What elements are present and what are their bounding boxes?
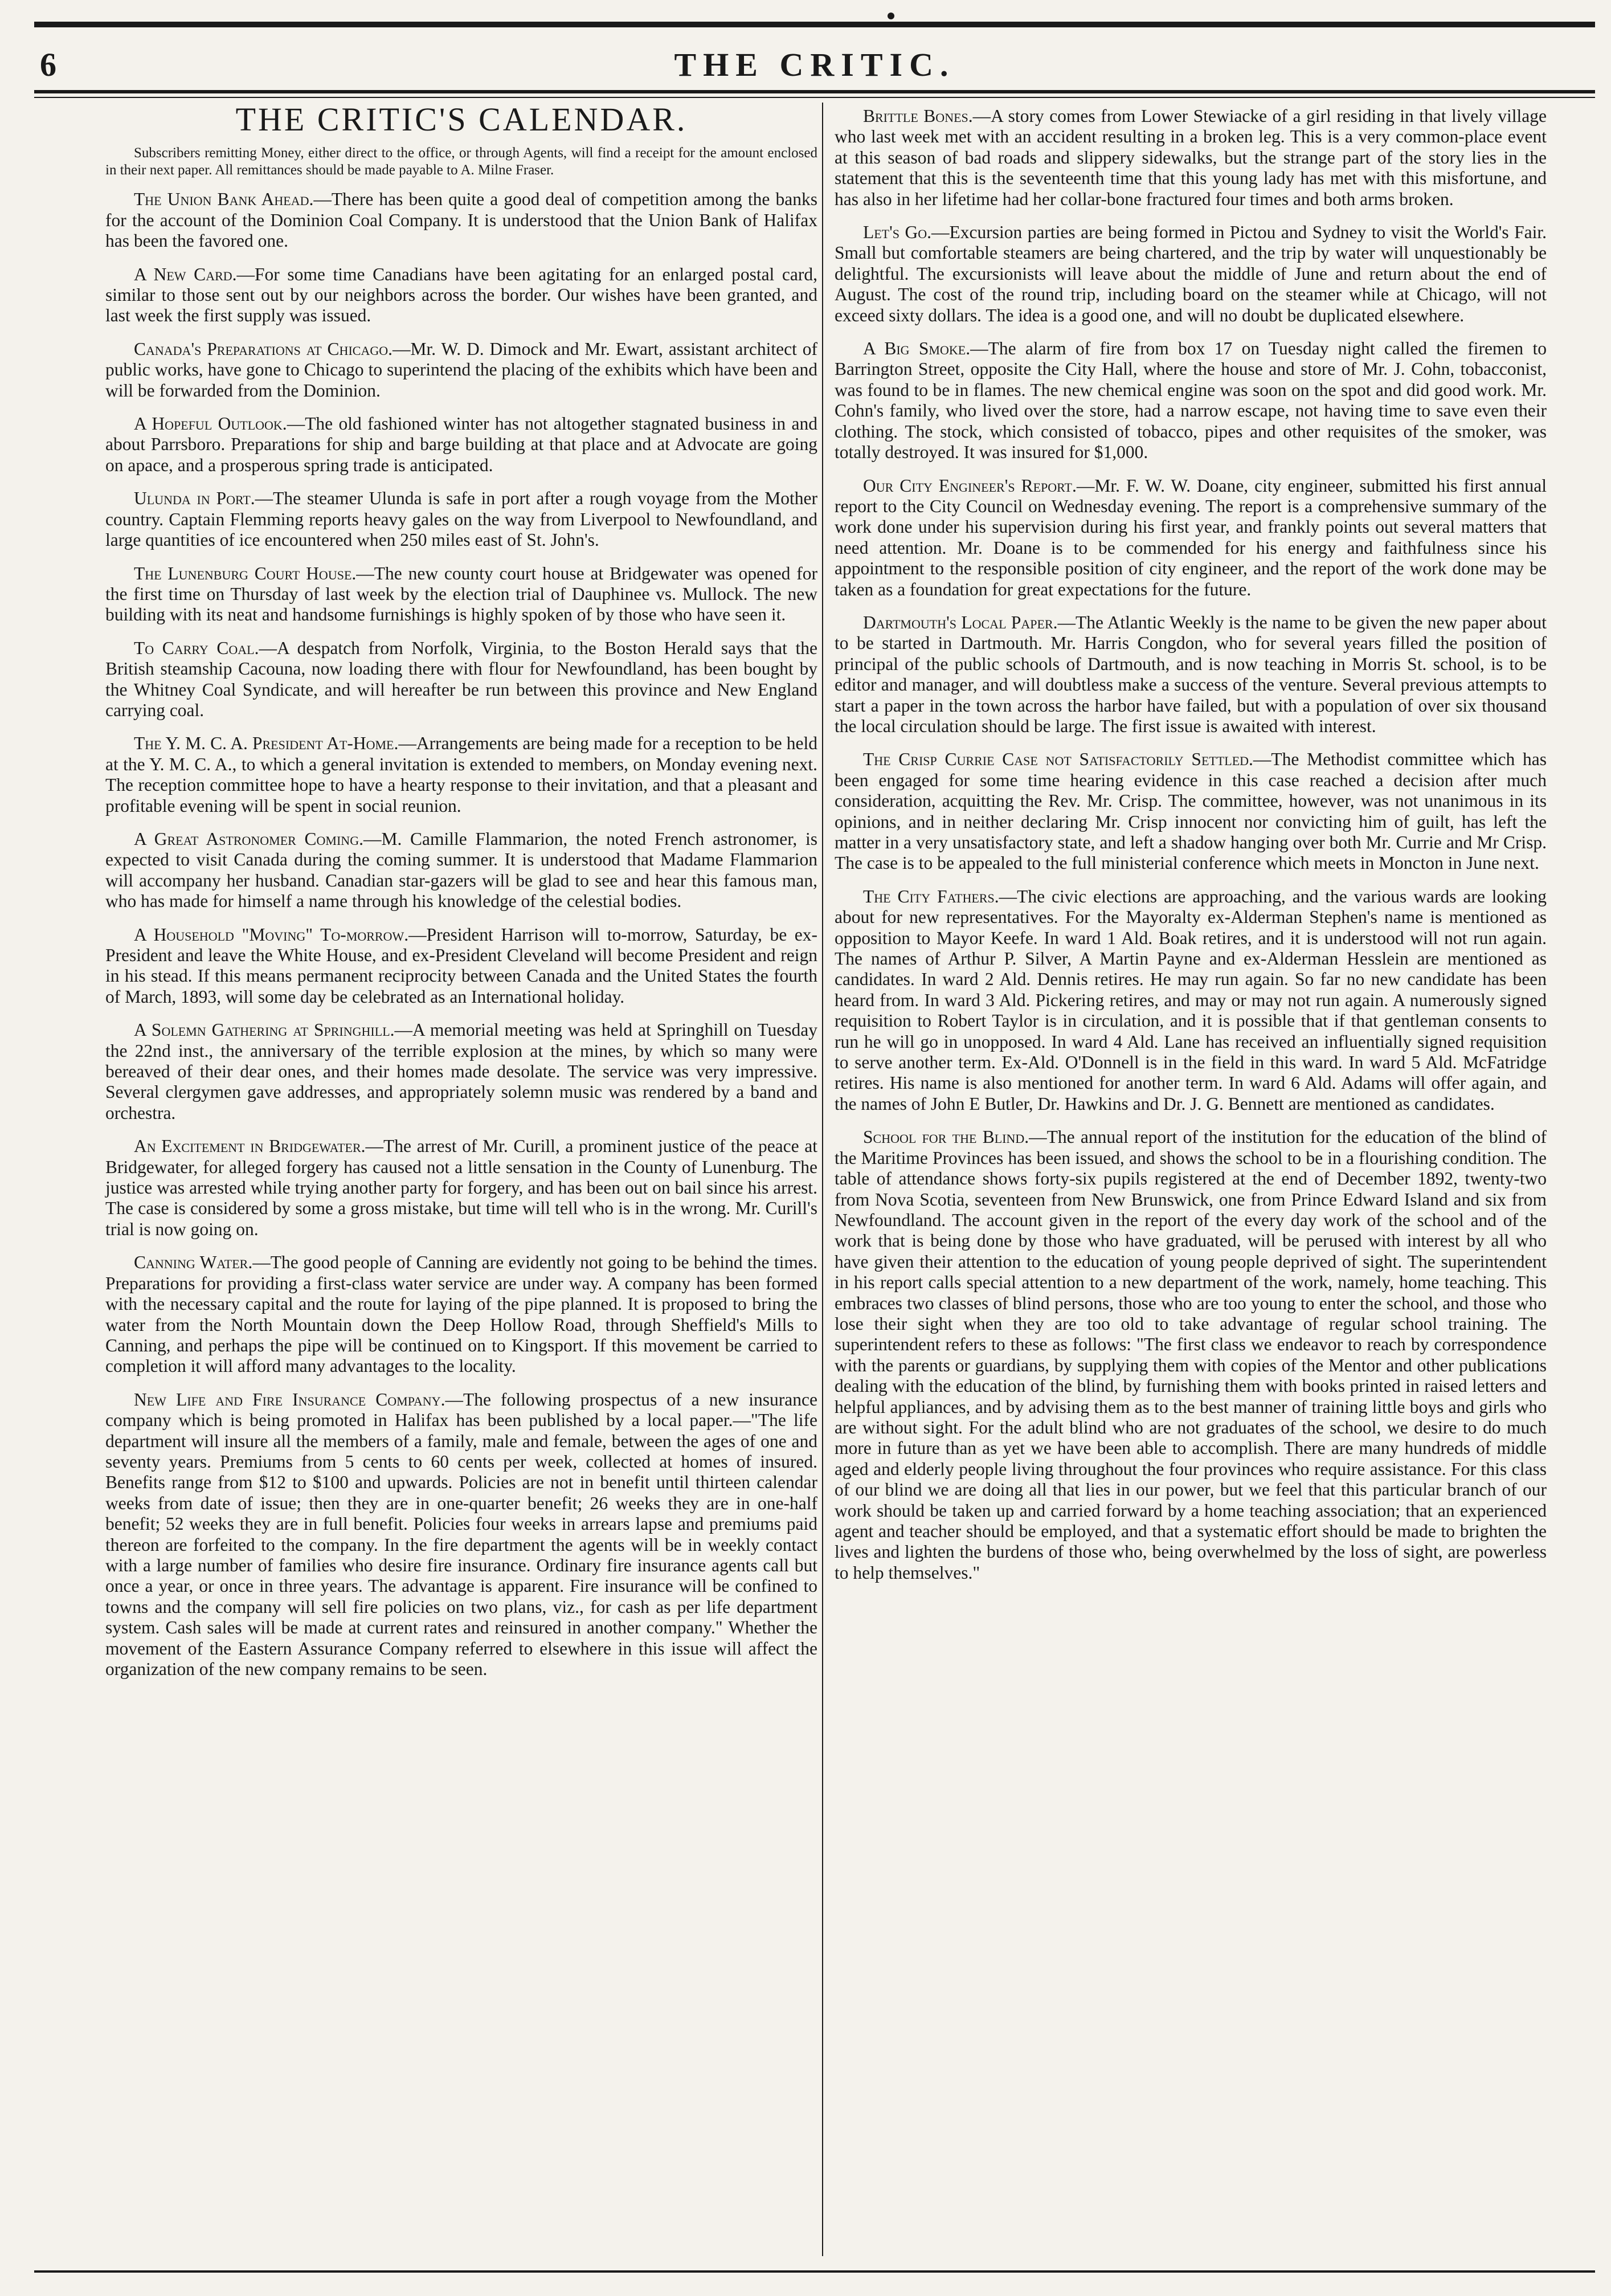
article-text: —The Methodist committee which has been engaged for some time hearing evidence in this case reached a decision after much consideration, acquitting the Rev. Mr. Crisp. The committee, however, was not unanimous in its opinions, and in neither declaring Mr. Crisp innocent nor convicting him of guilt, has left the matter in a very unsatisfactory state, and left a shadow hanging over both Mr. Currie and Mr Crisp. The case is to be appealed to the full ministerial conference which meets in Moncton in June next. [835,749,1547,873]
article [105,733,817,816]
article-text: —The Atlantic Weekly is the name to be given the new paper about to be started in Dartmouth. Mr. Harris Congdon, who for several years filled the position of principal of the public schools of Dartmouth, and is now teaching in Morris St. school, is to be editor and manager, and will doubtless make a success of the venture. Several previous attempts to start a paper in the town across the harbor have failed, but with a population of over six thousand the local circulation should be large. The first issue is awaited with interest. [835,612,1547,736]
article-text: —The good people of Canning are evidently not going to be behind the times. Preparations for providing a first-class water service are under way. A company has been formed with the necessary capital and the route for laying of the pipe planned. It is proposed to bring the water from the North Mountain down the Deep Hollow Road, through Sheffield's Mills to Canning, and perhaps the pipe will be continued on to Kingsport. If this movement be carried to completion it will afford many advantages to the locality. [105,1252,818,1376]
right-column [835,106,1547,1596]
article [105,189,817,251]
article-heading: Canada's Preparations at Chicago. [134,338,392,359]
article-heading: The Y. M. C. A. President At-Home. [134,733,399,754]
article [835,476,1547,600]
article [105,1136,817,1240]
article-heading: New Life and Fire Insurance Company. [134,1389,445,1410]
article [835,106,1547,210]
article-heading: The Crisp Currie Case not Satisfactorily Settled. [863,749,1253,770]
article-heading: Canning Water. [134,1252,253,1273]
masthead-title: THE CRITIC. [674,46,955,83]
article [105,414,817,476]
article-heading: A Hopeful Outlook. [134,414,287,434]
article-heading: A Household "Moving" To-morrow. [134,924,409,945]
article [835,886,1547,1114]
article [105,488,817,550]
article [105,1390,817,1680]
article-heading: Our City Engineer's Report. [863,475,1077,496]
article-text: —The following prospectus of a new insurance company which is being promoted in Halifax has been published by a local paper.—"The life department will insure all the members of a family, male and female, between the ages of one and seventy years. Premiums from 5 cents to 60 cents per week, collected at homes of insured. Benefits range from $12 to $100 and upwards. Policies are not in benefit until thirteen calendar weeks from date of issue; then they are in one-quarter benefit; 26 weeks they are in one-half benefit; 52 weeks they are in full benefit. Policies four weeks in arrears lapse and premiums paid thereon are forfeited to the company. In the fire department the agents will be in weekly contact with a large number of families who desire fire insurance. Ordinary fire insurance agents call but once a year, or once in three years. The advantage is apparent. Fire insurance will be confined to towns and the company will sell fire policies on two plans, viz., for cash as per life department system. Cash sales will be made at current rates and reinsured in another company." Whether the movement of the Eastern Assurance Company referred to elsewhere in this issue will affect the organization of the new company remains to be seen. [105,1389,817,1679]
article-text: —The alarm of fire from box 17 on Tuesday night called the firemen to Barrington Street, opposite the City Hall, where the house and store of Mr. J. Cohn, tobacconist, was found to be in flames. The new chemical engine was soon on the spot and did good work. Mr. Cohn's family, who lived over the store, had a narrow escape, not having time to save even their clothing. The stock, which consisted of tobacco, pipes and other requisites of the smoker, was totally destroyed. It was insured for $1,000. [835,338,1547,463]
article-text: —The arrest of Mr. Curill, a prominent justice of the peace at Bridgewater, for alleged forgery has caused not a little sensation in the County of Lunenburg. The justice was arrested while trying another party for forgery, and has been out on bail since his arrest. The case is considered by some a gross mistake, but time will tell who is in the wrong. Mr. Curill's trial is now going on. [105,1136,817,1239]
article-heading: To Carry Coal. [134,638,259,658]
article [835,612,1547,737]
calendar-title: THE CRITIC'S CALENDAR. [235,101,688,138]
article-text: —A despatch from Norfolk, Virginia, to the Boston Herald says that the British steamship Cacouna, now loading there with flour for Newfoundland, has been bought by the Whitney Coal Syndicate, and will hereafter be run between this province and New England carrying coal. [105,638,817,720]
article [105,563,817,626]
article-text: —The old fashioned winter has not altogether stagnated business in and about Parrsboro. Preparations for ship and barge building at that place and at Advocate are going on apace, and a prosperous spring trade is anticipated. [105,414,817,475]
left-column [105,101,818,1692]
header-rule [34,90,1595,93]
article [105,264,817,326]
article-text: —M. Camille Flammarion, the noted French astronomer, is expected to visit Canada during the coming summer. It is understood that Madame Flammarion will accompany her husband. Canadian star-gazers will be glad to see and hear this famous man, who has made for himself a name through his knowledge of the celestial bodies. [105,828,817,912]
article-text: —Mr. W. D. Dimock and Mr. Ewart, assistant architect of public works, have gone to Chicago to superintend the placing of the exhibits which have been and will be forwarded from the Dominion. [105,338,817,401]
article [835,749,1547,873]
article-text: —The annual report of the institution for the education of the blind of the Maritime Provinces has been issued, and shows the school to be in a flourishing condition. The table of attendance shows forty-six pupils registered at the end of December 1892, twenty-two from Nova Scotia, seventeen from New Brunswick, one from Prince Edward Island and six from Newfoundland. The account given in the report of the every day work of the school and of the work that is being done by those who have graduated, will be perused with interest by all who have given their attention to the education of young people deprived of sight. The superintendent in his report calls special attention to a new department of the work, namely, home teaching. This embraces two classes of blind persons, those who are too young to enter the school, and those who lose their sight when they are too old to take advantage of regular school training. The superintendent refers to these as follows: "The first class we endeavor to reach by correspondence with the parents or guardians, by supplying them with copies of the Mentor and other publications dealing with the education of the blind, by furnishing them with books printed in raised letters and helpful appliances, and by advising them as to the best manner of training little boys and girls who are without sight. For the adult blind who are not graduates of the school, we desire to do much more in future than as yet we have been able to accomplish. There are many hundreds of middle aged and elderly people living throughout the four provinces who require assistance. For this class of our blind we are doing all that lies in our power, but we feel that this particular branch of our work should be taken up and carried forward by a home teaching association; that an experienced agent and teacher should be employed, and that a systematic effort should be made to brighten the lives and lighten the burdens of those who, being overwhelmed by the loss of sight, are powerless to help themselves." [835,1127,1547,1583]
article-heading: Brittle Bones. [863,106,973,126]
article-heading: Ulunda in Port. [134,488,255,509]
article-text: —President Harrison will to-morrow, Saturday, be ex-President and leave the White House, and ex-President Cleveland will become President and reign in his stead. If this means permanent reciprocity between Canada and the United States the fourth of March, 1893, will some day be celebrated as an International holiday. [105,924,817,1007]
article [105,1020,817,1124]
article-heading: A Great Astronomer Coming. [134,828,363,849]
article-heading: A Big Smoke. [863,338,971,359]
article-heading: Dartmouth's Local Paper. [863,612,1058,632]
article [105,925,817,1008]
header-rule-thin [34,97,1595,98]
article-heading: An Excitement in Bridgewater. [134,1136,366,1157]
article-heading: The Union Bank Ahead. [134,189,314,210]
article [835,1127,1547,1583]
article-heading: A New Card. [134,264,237,284]
article-heading: The City Fathers. [863,886,999,906]
article-heading: Let's Go. [863,222,932,243]
article-text: —There has been quite a good deal of competition among the banks for the account of the Dominion Coal Company. It is understood that the Union Bank of Halifax has been the favored one. [105,189,818,251]
left-articles [105,189,817,1680]
article-text: —Excursion parties are being formed in Pictou and Sydney to visit the World's Fair. Small but comfortable steamers are being chartered, and the trip by water will unquestionably be delightful. The excursionists will leave about the middle of June and return about the end of August. The cost of the round trip, including board on the steamer while at Chicago, will not exceed sixty dollars. The idea is a good one, and will no doubt be duplicated elsewhere. [835,222,1547,325]
subscriber-notice: Subscribers remitting Money, either direct to the office, or through Agents, will find a receipt for the amount enclosed in their next paper. All remittances should be made payable to A. Milne Fraser. [105,145,817,178]
column-divider [822,103,823,2256]
top-dot [888,13,894,19]
article [835,222,1547,326]
article [105,638,817,721]
article-text: —The civic elections are approaching, and the various wards are looking about for new representatives. For the Mayoralty ex-Alderman Stephen's name is mentioned as opposition to Mayor Keefe. In ward 1 Ald. Boak retires, and it is understood will not run again. The names of Arthur P. Silver, A Martin Payne and ex-Alderman Hesslein are mentioned as candidates. In ward 2 Ald. Dennis retires. He may run again. So far no new candidate has been heard from. In ward 3 Ald. Pickering retires, and may or may not run again. A numerously signed requisition to Robert Taylor is in circulation, and it is possible that if that gentleman consents to run he will go in unopposed. In ward 4 Ald. Lane has received an influentially signed requisition to serve another term. Ex-Ald. O'Donnell is in the field in this ward. In ward 5 Ald. McFatridge retires. His name is also mentioned for another term. In ward 6 Ald. Adams will offer again, and the names of John E Butler, Dr. Hawkins and Dr. J. G. Bennett are mentioned as candidates. [835,886,1547,1114]
article-text: —A memorial meeting was held at Springhill on Tuesday the 22nd inst., the anniversary of the terrible explosion at the mines, by which so many were bereaved of their dear ones, and their homes made desolate. The service was very impressive. Several clergymen gave addresses, and appropriately solemn music was rendered by a band and orchestra. [105,1020,817,1123]
article-heading: The Lunenburg Court House. [134,563,357,583]
page-header [34,46,1595,91]
article-text: —Arrangements are being made for a reception to be held at the Y. M. C. A., to which a general invitation is extended to members, on Monday evening next. The reception committee hope to have a hearty response to their invitation, and that a pleasant and profitable evening will be spent in social reunion. [105,733,817,816]
top-rule [34,22,1595,27]
article [105,1252,817,1376]
article-heading: A Solemn Gathering at Springhill. [134,1020,395,1040]
page-number: 6 [40,46,56,83]
article-text: —The steamer Ulunda is safe in port after a rough voyage from the Mother country. Captain Flemming reports heavy gales on the way from Liverpool to Newfoundland, and large quantities of ice encountered when 250 miles east of St. John's. [105,488,818,550]
article-text: —The new county court house at Bridgewater was opened for the first time on Thursday of last week by the election trial of Dauphinee vs. Mullock. The new building with its neat and handsome furnishings is highly spoken of by those who have seen it. [105,563,817,625]
article-text: —Mr. F. W. W. Doane, city engineer, submitted his first annual report to the City Council on Wednesday evening. The report is a comprehensive summary of the work done under his supervision during his first year, and frankly points out several matters that need attention. Mr. Doane is to be commended for his energy and faithfulness since his appointment to the responsible position of city engineer, and the report of the work done may be taken as a foundation for great expectations for the future. [835,475,1547,599]
article-text: —For some time Canadians have been agitating for an enlarged postal card, similar to those sent out by our neighbors across the border. Our wishes have been granted, and last week the first supply was issued. [105,264,818,326]
article [835,338,1547,463]
right-articles [835,106,1547,1583]
article-heading: School for the Blind. [863,1127,1029,1147]
article [105,339,817,401]
bottom-rule [34,2270,1595,2273]
article [105,829,817,912]
article-text: —A story comes from Lower Stewiacke of a girl residing in that lively village who last week met with an accident resulting in a broken leg. This is a very common-place event at this season of bad roads and slippery sidewalks, but the strange part of the story lies in the statement that this is the seventeenth time that this young lady has met with this misfortune, and has also in her lifetime had her collar-bone fractured four times and both arms broken. [835,106,1547,209]
